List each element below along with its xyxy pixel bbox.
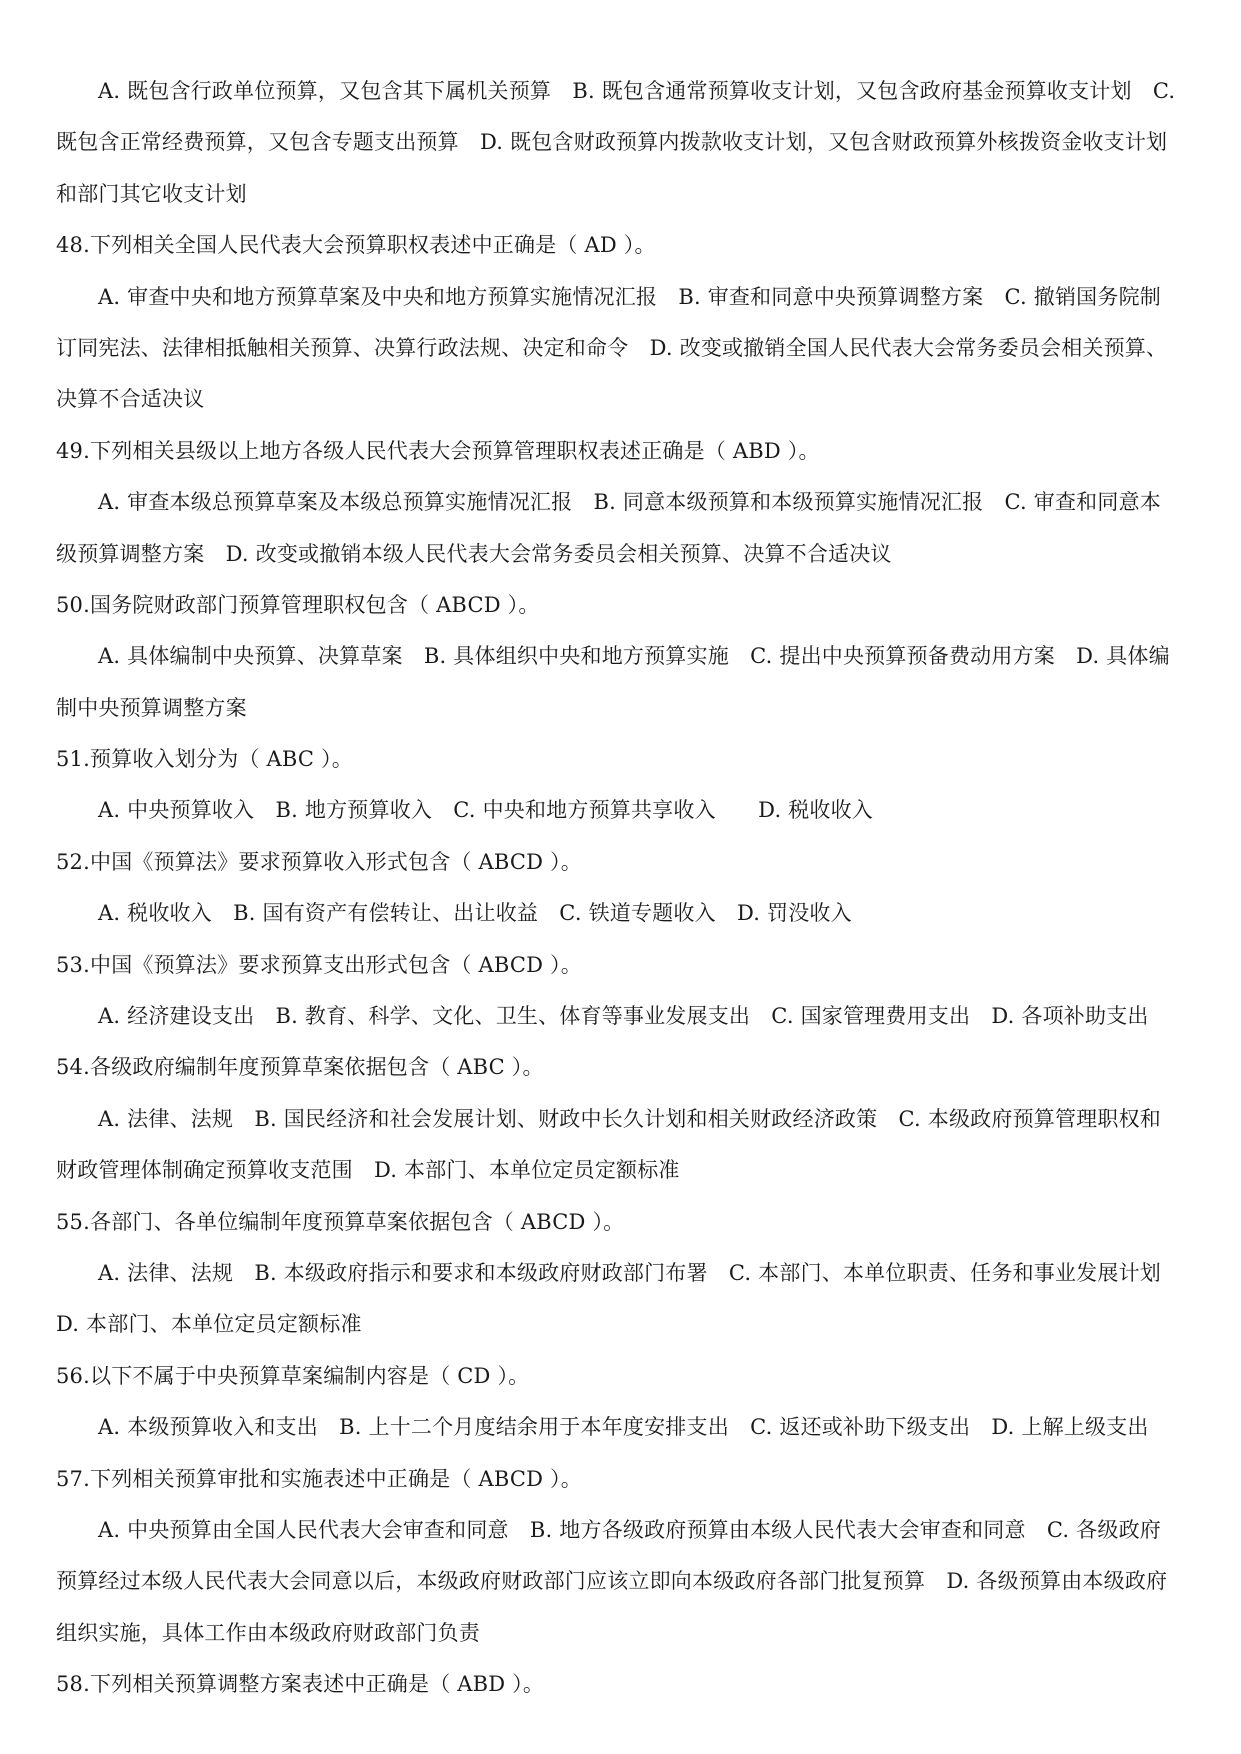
text-line: 订同宪法、法律相抵触相关预算、决算行政法规、决定和命令 D. 改变或撤销全国人民代表大会常务委员会相关预算、 — [56, 335, 1168, 360]
question-54: 54.各级政府编制年度预算草案依据包含（ ABC ）。 — [56, 1055, 544, 1080]
text-line: A. 本级预算收入和支出 B. 上十二个月度结余用于本年度安排支出 C. 返还或补助下级支出 D. 上解上级支出 — [98, 1415, 1149, 1440]
text-line: 和部门其它收支计划 — [56, 181, 247, 206]
question-49: 49.下列相关县级以上地方各级人民代表大会预算管理职权表述正确是（ ABD ）。 — [56, 438, 820, 463]
question-51: 51.预算收入划分为（ ABC ）。 — [56, 747, 353, 772]
text-line: A. 审查本级总预算草案及本级总预算实施情况汇报 B. 同意本级预算和本级预算实施情况汇报 C. 审查和同意本 — [98, 490, 1161, 515]
text-line: 组织实施，具体工作由本级政府财政部门负责 — [56, 1620, 480, 1645]
question-48: 48.下列相关全国人民代表大会预算职权表述中正确是（ AD ）。 — [56, 233, 656, 258]
question-50: 50.国务院财政部门预算管理职权包含（ ABCD ）。 — [56, 592, 540, 617]
text-line: 制中央预算调整方案 — [56, 695, 247, 720]
text-line: A. 税收收入 B. 国有资产有偿转让、出让收益 C. 铁道专题收入 D. 罚没收入 — [98, 901, 852, 926]
question-56: 56.以下不属于中央预算草案编制内容是（ CD ）。 — [56, 1363, 530, 1388]
text-line: 决算不合适决议 — [56, 387, 205, 412]
text-line: 级预算调整方案 D. 改变或撤销本级人民代表大会常务委员会相关预算、决算不合适决议 — [56, 541, 892, 566]
text-line: A. 经济建设支出 B. 教育、科学、文化、卫生、体育等事业发展支出 C. 国家管理费用支出 D. 各项补助支出 — [98, 1004, 1149, 1029]
question-55: 55.各部门、各单位编制年度预算草案依据包含（ ABCD ）。 — [56, 1209, 625, 1234]
question-57: 57.下列相关预算审批和实施表述中正确是（ ABCD ）。 — [56, 1466, 582, 1491]
question-52: 52.中国《预算法》要求预算收入形式包含（ ABCD ）。 — [56, 849, 582, 874]
document-page — [56, 66, 1206, 1711]
text-line: D. 本部门、本单位定员定额标准 — [56, 1312, 362, 1337]
text-line: A. 中央预算由全国人民代表大会审查和同意 B. 地方各级政府预算由本级人民代表大会审查和同意 C. 各级政府 — [98, 1517, 1161, 1542]
text-line: A. 审查中央和地方预算草案及中央和地方预算实施情况汇报 B. 审查和同意中央预算调整方案 C. 撤销国务院制 — [98, 284, 1161, 309]
text-line: A. 法律、法规 B. 本级政府指示和要求和本级政府财政部门布署 C. 本部门、本单位职责、任务和事业发展计划 — [98, 1260, 1161, 1285]
question-53: 53.中国《预算法》要求预算支出形式包含（ ABCD ）。 — [56, 952, 582, 977]
text-line: A. 具体编制中央预算、决算草案 B. 具体组织中央和地方预算实施 C. 提出中央预算预备费动用方案 D. 具体编 — [98, 644, 1170, 669]
question-58: 58.下列相关预算调整方案表述中正确是（ ABD ）。 — [56, 1672, 545, 1697]
text-line: 财政管理体制确定预算收支范围 D. 本部门、本单位定员定额标准 — [56, 1158, 680, 1183]
text-line: A. 既包含行政单位预算，又包含其下属机关预算 B. 既包含通常预算收支计划，又包含政府基金预算收支计划 C. — [98, 79, 1176, 103]
text-line: 预算经过本级人民代表大会同意以后，本级政府财政部门应该立即向本级政府各部门批复预算 D. 各级预算由本级政府 — [56, 1569, 1168, 1594]
text-line: 既包含正常经费预算，又包含专题支出预算 D. 既包含财政预算内拨款收支计划，又包含财政预算外核拨资金收支计划 — [56, 130, 1168, 155]
text-line: A. 中央预算收入 B. 地方预算收入 C. 中央和地方预算共享收入 D. 税收收入 — [98, 798, 874, 823]
text-line: A. 法律、法规 B. 国民经济和社会发展计划、财政中长久计划和相关财政经济政策 C. 本级政府预算管理职权和 — [98, 1106, 1161, 1131]
